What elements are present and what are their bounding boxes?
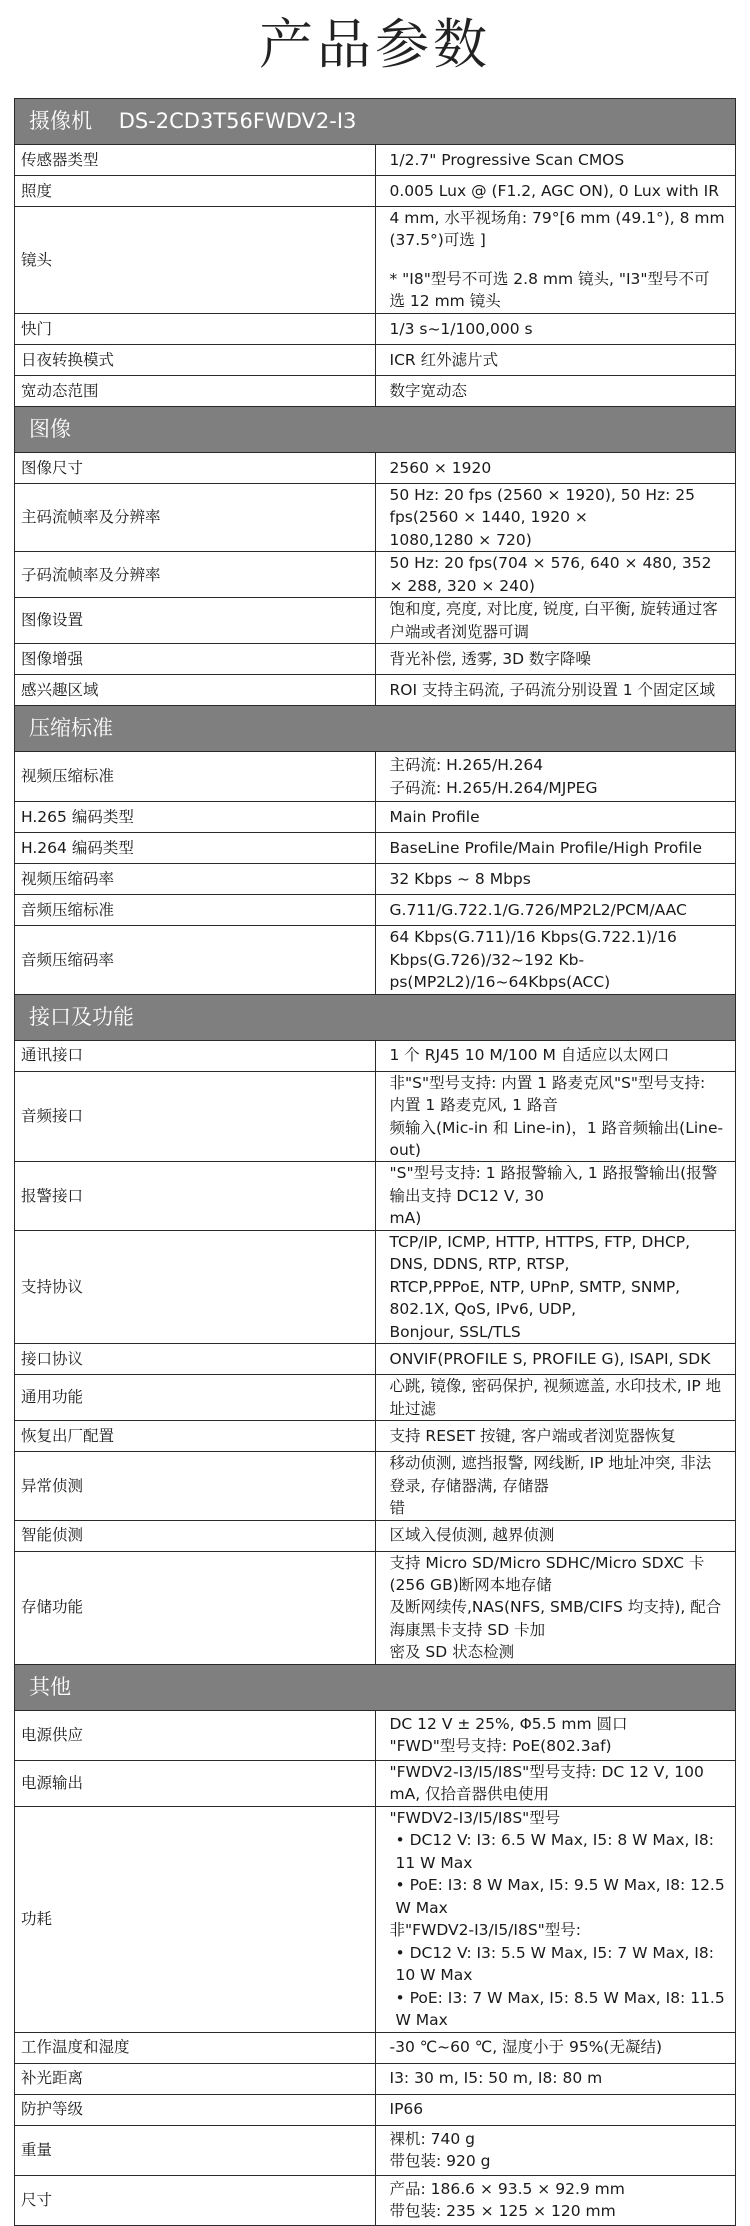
spec-label: 恢复出厂配置 [15,1421,376,1452]
table-row [15,752,736,802]
value-line: TCP/IP, ICMP, HTTP, HTTPS, FTP, DHCP, DNS, DDNS, RTP, RTSP, [389,1232,691,1274]
table-row [15,2094,736,2125]
table-row [15,644,736,675]
value-line: 移动侦测, 遮挡报警, 网线断, IP 地址冲突, 非法登录, 存储器满, 存储器 [389,1454,712,1495]
table-row [15,598,736,644]
value-line: 主码流: H.265/H.264 [389,756,544,775]
spec-value: 心跳, 镜像, 密码保护, 视频遮盖, 水印技术, IP 地址过滤 [375,1375,736,1421]
spec-label: 镜头 [15,207,376,314]
spec-value: G.711/G.722.1/G.726/MP2L2/PCM/AAC [375,895,736,926]
table-row [15,926,736,994]
spec-value: BaseLine Profile/Main Profile/High Profile [375,833,736,864]
spec-value [375,926,736,994]
value-line: 带包装: 920 g [389,2152,491,2170]
table-row [15,1375,736,1421]
spec-label: 功耗 [15,1806,376,2032]
table-row [15,1071,736,1162]
value-line: "S"型号支持: 1 路报警输入, 1 路报警输出(报警输出支持 DC12 V, 30 [389,1164,718,1205]
spec-label: 通用功能 [15,1375,376,1421]
spec-label: 宽动态范围 [15,375,376,406]
spec-label: 传感器类型 [15,145,376,176]
spec-value [375,1452,736,1520]
spec-value: ICR 红外滤片式 [375,344,736,375]
spec-label: 尺寸 [15,2175,376,2225]
value-line: 64 Kbps(G.711)/16 Kbps(G.722.1)/16 Kbps(G.726)/32~192 Kb- [389,928,677,969]
table-row [15,1162,736,1230]
section-header [15,406,736,452]
spec-label: 智能侦测 [15,1520,376,1551]
camera-model-title: 摄像机 DS-2CD3T56FWDV2-I3 [15,99,736,145]
section-title-interface: 接口及功能 [15,994,736,1040]
spec-value: 1 个 RJ45 10 M/100 M 自适应以太网口 [375,1040,736,1071]
table-row [15,1806,736,2032]
spec-label: 音频压缩码率 [15,926,376,994]
table-row [15,1230,736,1343]
value-line: 频输入(Mic-in 和 Line-in)，1 路音频输出(Line-out) [389,1118,724,1159]
spec-value: IP66 [375,2094,736,2125]
spec-label: 视频压缩标准 [15,752,376,802]
table-row [15,483,736,551]
value-line: 非"FWDV2-I3/I5/I8S"型号: [389,1921,582,1940]
spec-label: 图像增强 [15,644,376,675]
value-line: 密及 SD 状态检测 [389,1643,515,1662]
table-row [15,1452,736,1520]
value-line: RTCP,PPPoE, NTP, UPnP, SMTP, SNMP, 802.1X, QoS, IPv6, UDP, [389,1277,681,1319]
table-row [15,344,736,375]
value-line: 子码流: H.265/H.264/MJPEG [389,778,598,797]
table-row [15,552,736,598]
spec-value: I3: 30 m, I5: 50 m, I8: 80 m [375,2063,736,2094]
spec-value [375,1710,736,1760]
table-row [15,207,736,314]
spec-value [375,2175,736,2225]
table-row [15,675,736,706]
table-row [15,2063,736,2094]
value-line: 支持 Micro SD/Micro SDHC/Micro SDXC 卡(256 GB)断网本地存储 [389,1553,705,1594]
spec-label: 子码流帧率及分辨率 [15,552,376,598]
spec-label: 通讯接口 [15,1040,376,1071]
spec-label: 照度 [15,176,376,207]
spec-value: "FWDV2-I3/I5/I8S"型号支持: DC 12 V, 100 mA, 仅拾音器供电使用 [375,1760,736,1806]
spec-value: 支持 RESET 按键, 客户端或者浏览器恢复 [375,1421,736,1452]
spec-value [375,1071,736,1162]
spec-value: 2560 × 1920 [375,452,736,483]
spec-value [375,207,736,314]
spec-label: 图像设置 [15,598,376,644]
spec-label: 音频接口 [15,1071,376,1162]
spec-label: 补光距离 [15,2063,376,2094]
spec-label: 报警接口 [15,1162,376,1230]
table-row [15,1520,736,1551]
value-line: • DC12 V: I3: 5.5 W Max, I5: 7 W Max, I8: 10 W Max [395,1943,714,1985]
spec-value: Main Profile [375,802,736,833]
table-row [15,452,736,483]
spec-value: 区域入侵侦测, 越界侦测 [375,1520,736,1551]
value-line: 带包装: 235 × 125 × 120 mm [389,2202,616,2220]
value-line: "FWDV2-I3/I5/I8S"型号 [389,1808,561,1827]
lens-note: * "I8"型号不可选 2.8 mm 镜头, "I3"型号不可选 12 mm 镜头 [389,269,710,311]
table-row [15,375,736,406]
spec-value [375,1551,736,1664]
spec-label: H.264 编码类型 [15,833,376,864]
value-line: mA) [389,1209,422,1228]
value-line: Bonjour, SSL/TLS [389,1322,521,1341]
spec-value: -30 ℃~60 ℃, 湿度小于 95%(无凝结) [375,2032,736,2063]
table-row [15,895,736,926]
spec-label: 音频压缩标准 [15,895,376,926]
spec-label: 重量 [15,2125,376,2175]
table-row [15,176,736,207]
section-title-other: 其他 [15,1664,736,1710]
spec-label: 存储功能 [15,1551,376,1664]
spec-value [375,752,736,802]
spec-value [375,2125,736,2175]
value-line: 产品: 186.6 × 93.5 × 92.9 mm [389,2179,625,2198]
value-line: 非"S"型号支持: 内置 1 路麦克风"S"型号支持: 内置 1 路麦克风, 1 路音 [389,1073,706,1115]
spec-label: 视频压缩码率 [15,864,376,895]
spec-label: 工作温度和湿度 [15,2032,376,2063]
spec-label: 快门 [15,313,376,344]
table-row [15,145,736,176]
section-title-compression: 压缩标准 [15,706,736,752]
value-line: 1080,1280 × 720) [389,530,532,549]
spec-value: 0.005 Lux @ (F1.2, AGC ON), 0 Lux with IR [375,176,736,207]
spec-value: 饱和度, 亮度, 对比度, 锐度, 白平衡, 旋转通过客户端或者浏览器可调 [375,598,736,644]
spec-value: 32 Kbps ~ 8 Mbps [375,864,736,895]
spec-label: 日夜转换模式 [15,344,376,375]
table-row [15,833,736,864]
spec-label: 主码流帧率及分辨率 [15,483,376,551]
table-row [15,802,736,833]
section-header [15,994,736,1040]
header-row [15,99,736,145]
spec-value [375,1162,736,1230]
spec-label: 防护等级 [15,2094,376,2125]
table-row [15,2125,736,2175]
table-row [15,1040,736,1071]
table-row [15,1760,736,1806]
spec-value: 背光补偿, 透雾, 3D 数字降噪 [375,644,736,675]
value-line: DC 12 V ± 25%, Φ5.5 mm 圆口 [389,1714,628,1733]
spec-value [375,483,736,551]
spec-value: 1/3 s~1/100,000 s [375,313,736,344]
section-header [15,1664,736,1710]
spec-label: 图像尺寸 [15,452,376,483]
spec-value: ROI 支持主码流, 子码流分别设置 1 个固定区域 [375,675,736,706]
spec-value: 1/2.7" Progressive Scan CMOS [375,145,736,176]
table-row [15,2032,736,2063]
table-row [15,1421,736,1452]
table-row [15,1344,736,1375]
value-line: ps(MP2L2)/16~64Kbps(ACC) [389,973,611,992]
value-line: • PoE: I3: 7 W Max, I5: 8.5 W Max, I8: 11.5 W Max [395,1988,725,2030]
value-line: 及断网续传,NAS(NFS, SMB/CIFS 均支持), 配合海康黑卡支持 SD 卡加 [389,1598,722,1639]
spec-label: 感兴趣区域 [15,675,376,706]
value-line: • DC12 V: I3: 6.5 W Max, I5: 8 W Max, I8: 11 W Max [395,1831,714,1872]
spec-value: 数字宽动态 [375,375,736,406]
value-line: 50 Hz: 20 fps (2560 × 1920), 50 Hz: 25 fps(2560 × 1440, 1920 × [389,485,696,527]
table-row [15,1710,736,1760]
lens-value: 4 mm, 水平视场角: 79°[6 mm (49.1°), 8 mm (37.5°)可选 ] [389,209,725,250]
value-line: 错 [389,1499,406,1518]
table-row [15,864,736,895]
spec-label: 电源供应 [15,1710,376,1760]
spec-table [14,98,736,2226]
section-title-image: 图像 [15,406,736,452]
spec-label: 异常侦测 [15,1452,376,1520]
section-header [15,706,736,752]
spec-value [375,1230,736,1343]
table-row [15,313,736,344]
spec-value: ONVIF(PROFILE S, PROFILE G), ISAPI, SDK [375,1344,736,1375]
value-line: "FWD"型号支持: PoE(802.3af) [389,1737,612,1756]
spec-value [375,1806,736,2032]
spec-label: 电源输出 [15,1760,376,1806]
table-row [15,2175,736,2225]
value-line: • PoE: I3: 8 W Max, I5: 9.5 W Max, I8: 12.5 W Max [395,1876,725,1917]
value-line: 裸机: 740 g [389,2129,475,2148]
page-title: 产品参数 [259,13,491,76]
spec-label: 接口协议 [15,1344,376,1375]
spec-value: 50 Hz: 20 fps(704 × 576, 640 × 480, 352 × 288, 320 × 240) [375,552,736,598]
spec-label: H.265 编码类型 [15,802,376,833]
spec-label: 支持协议 [15,1230,376,1343]
table-row [15,1551,736,1664]
